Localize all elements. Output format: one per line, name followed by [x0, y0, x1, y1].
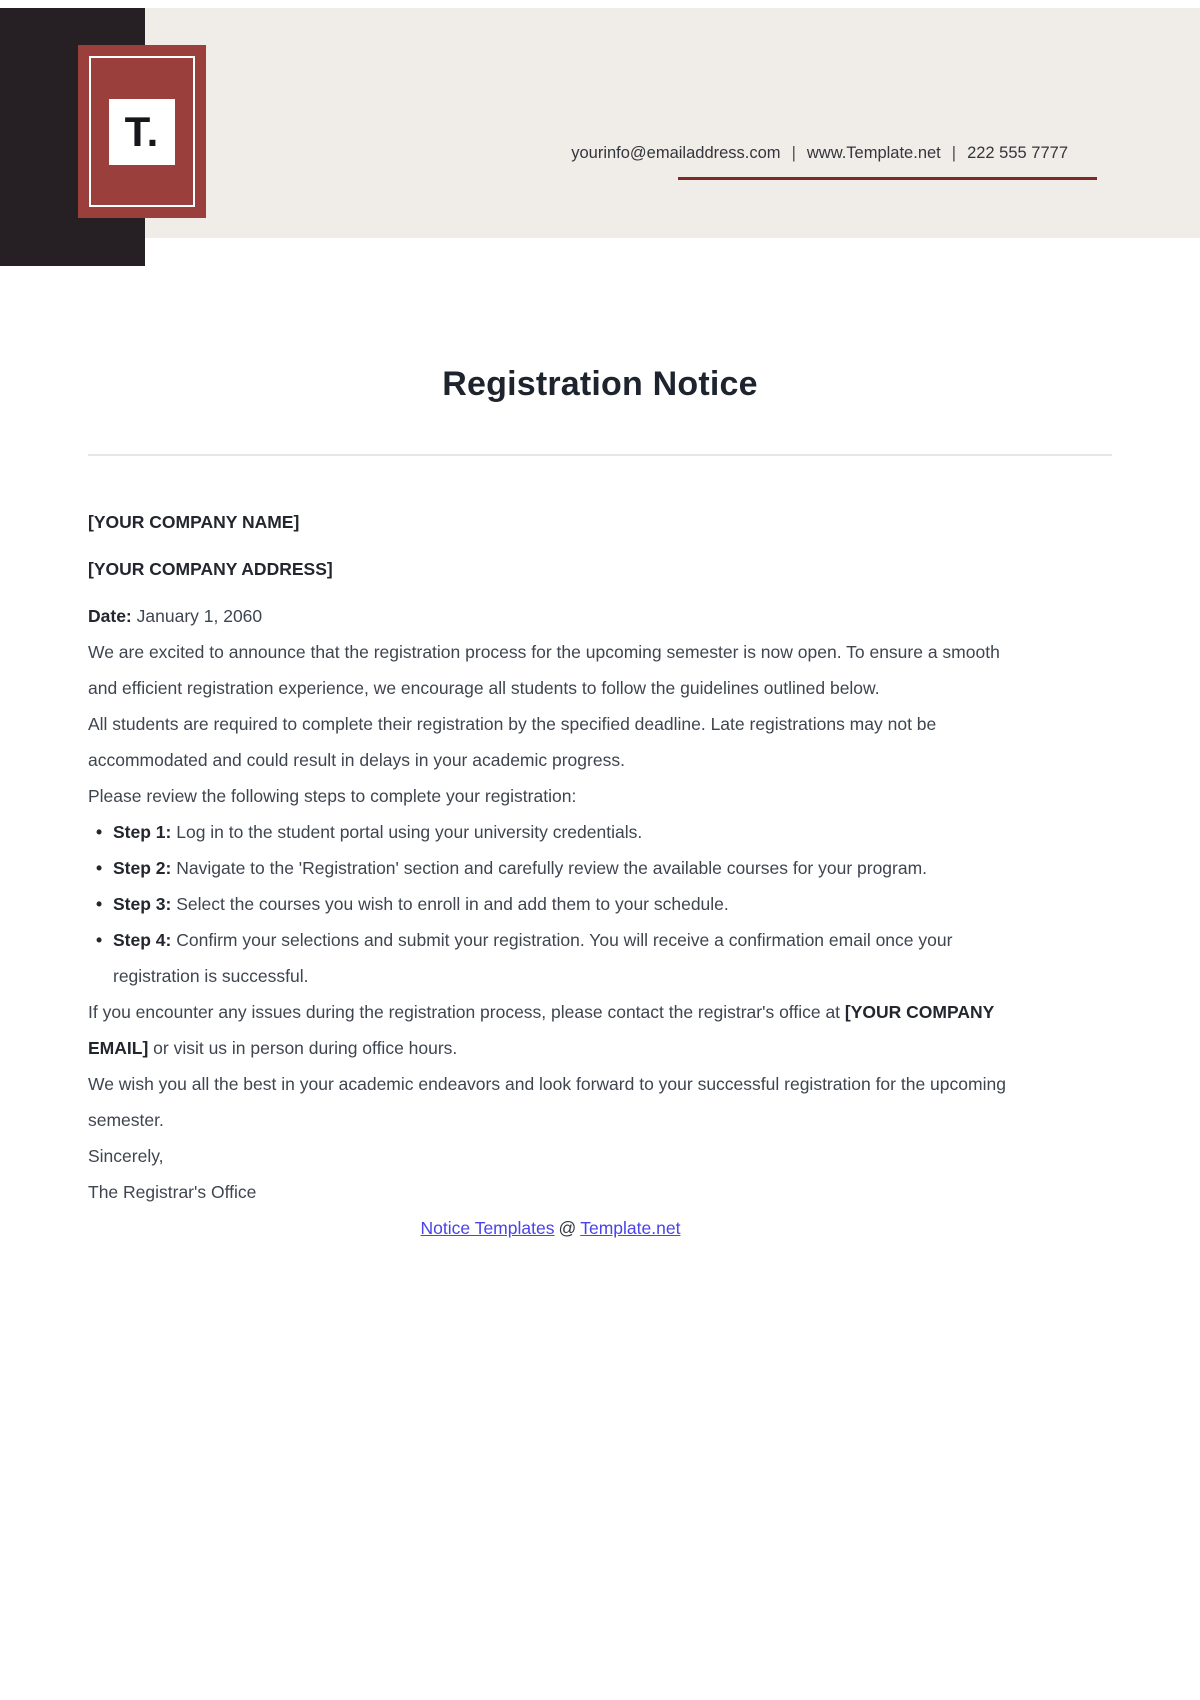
contact-website: www.Template.net — [806, 144, 941, 162]
header-contact — [571, 144, 1068, 163]
paragraph-support — [88, 994, 1013, 1066]
letter-body — [88, 504, 1013, 1246]
step-4-text: Confirm your selections and submit your registration. You will receive a confirmation email once your registration is successful. — [113, 930, 953, 986]
page-title: Registration Notice — [442, 365, 758, 403]
footer-credit — [88, 1210, 1013, 1246]
registration-steps-list — [88, 814, 1013, 994]
date-value: January 1, 2060 — [136, 606, 263, 626]
letter — [0, 365, 1200, 1246]
contact-separator-1: | — [791, 144, 796, 162]
template-net-link[interactable]: Template.net — [580, 1218, 681, 1238]
paragraph-steps-intro: Please review the following steps to complete your registration: — [88, 786, 577, 806]
list-item-step-3 — [88, 886, 1013, 922]
step-3-text: Select the courses you wish to enroll in and add them to your schedule. — [176, 894, 729, 914]
step-4-label: Step 4: — [113, 930, 172, 950]
step-1-text: Log in to the student portal using your university credentials. — [176, 822, 643, 842]
contact-phone: 222 555 7777 — [967, 144, 1068, 162]
step-3-label: Step 3: — [113, 894, 172, 914]
paragraph-intro: We are excited to announce that the registration process for the upcoming semester is now open. To ensure a smooth and efficient registration experience, we encourage all students to follow the guidelines outlined below. — [88, 642, 1000, 698]
step-1-label: Step 1: — [113, 822, 172, 842]
contact-email: yourinfo@emailaddress.com — [571, 144, 781, 162]
signature: The Registrar's Office — [88, 1182, 257, 1202]
list-item-step-4 — [88, 922, 1013, 994]
contact-separator-2: | — [951, 144, 957, 162]
list-item-step-2 — [88, 850, 1013, 886]
support-text-before: If you encounter any issues during the registration process, please contact the registrar's office at — [88, 1002, 841, 1022]
list-item-step-1 — [88, 814, 1013, 850]
paragraph-closing: We wish you all the best in your academic endeavors and look forward to your successful registration for the upcoming semester. — [88, 1074, 1006, 1130]
logo-monogram-box — [109, 99, 175, 165]
signoff: Sincerely, — [88, 1146, 164, 1166]
company-name: [YOUR COMPANY NAME] — [88, 512, 300, 532]
title-divider — [88, 454, 1112, 456]
step-2-text: Navigate to the 'Registration' section and carefully review the available courses for your program. — [176, 858, 928, 878]
paragraph-deadline: All students are required to complete their registration by the specified deadline. Late registrations may not be accommodated and could result in delays in your academic progress. — [88, 714, 937, 770]
company-logo — [78, 45, 206, 218]
header-accent-line — [678, 177, 1097, 180]
support-text-after: or visit us in person during office hours. — [153, 1038, 458, 1058]
footer-at-symbol: @ — [558, 1218, 577, 1238]
date-label: Date: — [88, 606, 132, 626]
step-2-label: Step 2: — [113, 858, 172, 878]
logo-monogram: T. — [124, 107, 160, 155]
date-line — [88, 598, 1013, 634]
company-email-placeholder: [YOUR COMPANY EMAIL] — [88, 1002, 995, 1058]
notice-templates-link[interactable]: Notice Templates — [420, 1218, 555, 1238]
logo-frame — [89, 56, 195, 207]
company-address: [YOUR COMPANY ADDRESS] — [88, 559, 333, 579]
